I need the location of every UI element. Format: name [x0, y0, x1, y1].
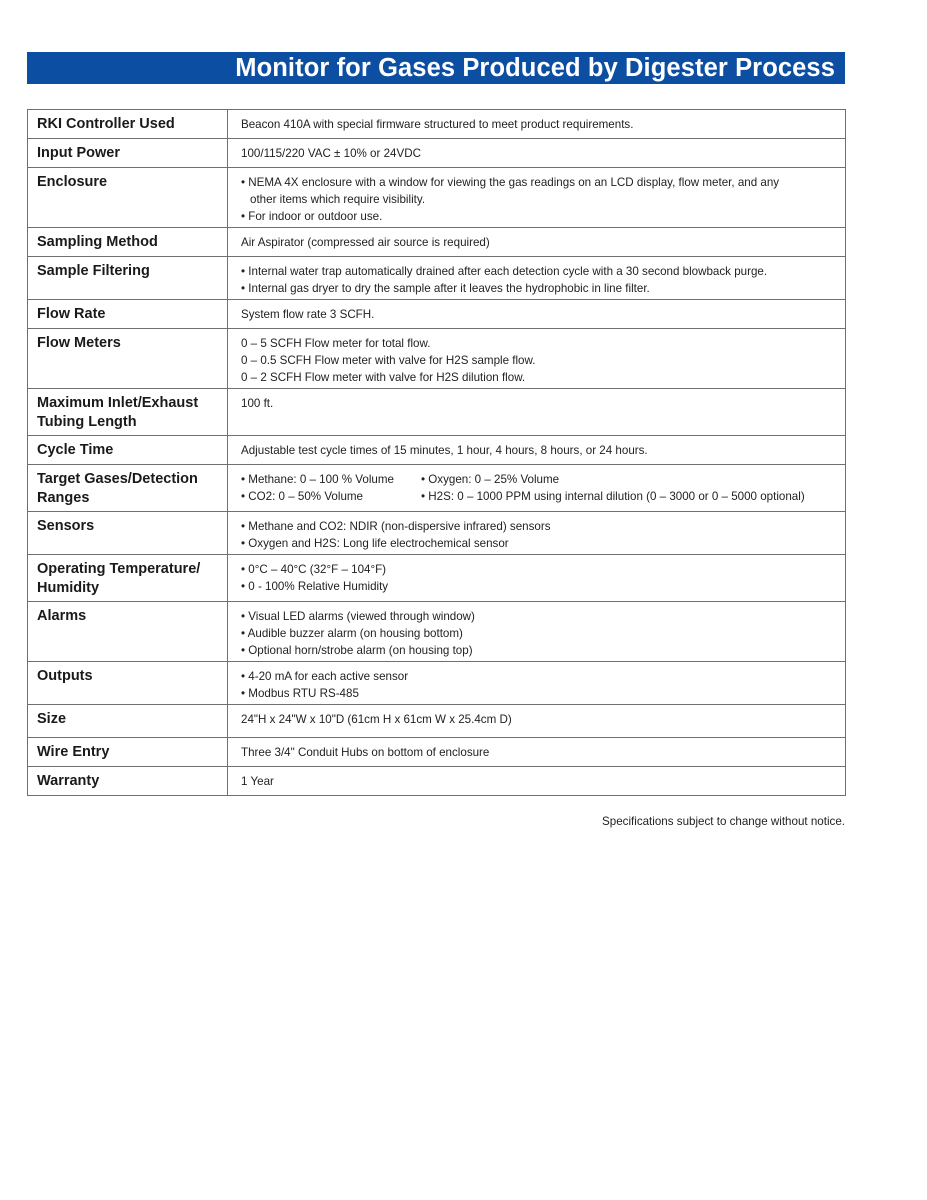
- spec-value-line: • Methane and CO2: NDIR (non-dispersive infrared) sensors: [241, 520, 551, 533]
- spec-value-line: • Modbus RTU RS-485: [241, 687, 359, 700]
- spec-label: Wire Entry: [28, 738, 228, 767]
- spec-value-line: Air Aspirator (compressed air source is required): [241, 236, 490, 249]
- spec-value: [228, 662, 846, 705]
- spec-value: [228, 389, 846, 436]
- spec-label: Target Gases/Detection Ranges: [28, 465, 228, 512]
- spec-value-line: other items which require visibility.: [250, 193, 426, 206]
- specifications-footnote: Specifications subject to change without notice.: [602, 815, 845, 828]
- spec-value: [228, 168, 846, 228]
- spec-label: Sampling Method: [28, 228, 228, 257]
- spec-label: Cycle Time: [28, 436, 228, 465]
- spec-value-line: 1 Year: [241, 775, 274, 788]
- spec-value-cell: • H2S: 0 – 1000 PPM using internal dilution (0 – 3000 or 0 – 5000 optional): [421, 490, 805, 503]
- spec-label: Outputs: [28, 662, 228, 705]
- spec-label: Warranty: [28, 767, 228, 796]
- spec-value-pair: [241, 471, 837, 488]
- spec-value-line: • 0 - 100% Relative Humidity: [241, 580, 389, 593]
- spec-value-line: • 4-20 mA for each active sensor: [241, 670, 409, 683]
- specifications-table-body: [28, 110, 846, 796]
- spec-value: [228, 602, 846, 662]
- spec-row: [28, 300, 846, 329]
- spec-row: [28, 662, 846, 705]
- spec-value-cell: • CO2: 0 – 50% Volume: [241, 490, 363, 503]
- spec-value-cell: • Methane: 0 – 100 % Volume: [241, 473, 394, 486]
- spec-row: [28, 329, 846, 389]
- spec-label: Flow Meters: [28, 329, 228, 389]
- spec-value-line: • Internal water trap automatically drained after each detection cycle with a 30 second blowback purge.: [241, 265, 768, 278]
- spec-value: [228, 257, 846, 300]
- spec-row: [28, 602, 846, 662]
- spec-label: Input Power: [28, 139, 228, 168]
- spec-row: [28, 389, 846, 436]
- spec-label: Enclosure: [28, 168, 228, 228]
- page-title-banner: Monitor for Gases Produced by Digester Process: [27, 52, 845, 84]
- spec-value-line: Adjustable test cycle times of 15 minutes, 1 hour, 4 hours, 8 hours, or 24 hours.: [241, 444, 648, 457]
- spec-value-cell: • Oxygen: 0 – 25% Volume: [421, 473, 560, 486]
- spec-label: Alarms: [28, 602, 228, 662]
- spec-value-line: 100/115/220 VAC ± 10% or 24VDC: [241, 147, 421, 160]
- spec-row: [28, 512, 846, 555]
- spec-value: [228, 465, 846, 512]
- spec-value: [228, 705, 846, 738]
- spec-value-line: System flow rate 3 SCFH.: [241, 308, 375, 321]
- spec-value-line: Three 3/4" Conduit Hubs on bottom of enclosure: [241, 746, 490, 759]
- spec-value: [228, 110, 846, 139]
- spec-value-line: • Internal gas dryer to dry the sample after it leaves the hydrophobic in line filter.: [241, 282, 650, 295]
- spec-value: [228, 512, 846, 555]
- spec-row: [28, 257, 846, 300]
- spec-label: Sample Filtering: [28, 257, 228, 300]
- spec-value: [228, 228, 846, 257]
- spec-label: Sensors: [28, 512, 228, 555]
- spec-label: Size: [28, 705, 228, 738]
- spec-value-line: Beacon 410A with special firmware structured to meet product requirements.: [241, 118, 634, 131]
- spec-row: [28, 555, 846, 602]
- spec-row: [28, 139, 846, 168]
- spec-row: [28, 110, 846, 139]
- spec-label: RKI Controller Used: [28, 110, 228, 139]
- spec-value: [228, 436, 846, 465]
- spec-row: [28, 465, 846, 512]
- spec-value-line: • Optional horn/strobe alarm (on housing top): [241, 644, 473, 657]
- spec-value: [228, 329, 846, 389]
- spec-value: [228, 738, 846, 767]
- specifications-table: [27, 109, 846, 796]
- spec-value-line: 100 ft.: [241, 397, 274, 410]
- spec-value: [228, 555, 846, 602]
- spec-value-line: 0 – 0.5 SCFH Flow meter with valve for H2S sample flow.: [241, 354, 536, 367]
- spec-label: Operating Temperature/ Humidity: [28, 555, 228, 602]
- spec-value-line: 0 – 2 SCFH Flow meter with valve for H2S dilution flow.: [241, 371, 526, 384]
- spec-label: Flow Rate: [28, 300, 228, 329]
- spec-value: [228, 767, 846, 796]
- spec-value-pair: [241, 488, 837, 505]
- spec-row: [28, 738, 846, 767]
- spec-value-line: • 0°C – 40°C (32°F – 104°F): [241, 563, 387, 576]
- spec-label: Maximum Inlet/Exhaust Tubing Length: [28, 389, 228, 436]
- spec-value-line: • Audible buzzer alarm (on housing bottom): [241, 627, 463, 640]
- spec-row: [28, 168, 846, 228]
- spec-value: [228, 139, 846, 168]
- spec-row: [28, 228, 846, 257]
- spec-value-line: • For indoor or outdoor use.: [241, 210, 383, 223]
- spec-row: [28, 436, 846, 465]
- spec-value: [228, 300, 846, 329]
- spec-row: [28, 705, 846, 738]
- spec-value-line: • NEMA 4X enclosure with a window for viewing the gas readings on an LCD display, flow meter, and any: [241, 176, 780, 189]
- spec-row: [28, 767, 846, 796]
- spec-value-line: 0 – 5 SCFH Flow meter for total flow.: [241, 337, 431, 350]
- spec-value-line: • Visual LED alarms (viewed through window): [241, 610, 475, 623]
- spec-value-line: • Oxygen and H2S: Long life electrochemical sensor: [241, 537, 509, 550]
- spec-value-line: 24"H x 24"W x 10"D (61cm H x 61cm W x 25.4cm D): [241, 713, 512, 726]
